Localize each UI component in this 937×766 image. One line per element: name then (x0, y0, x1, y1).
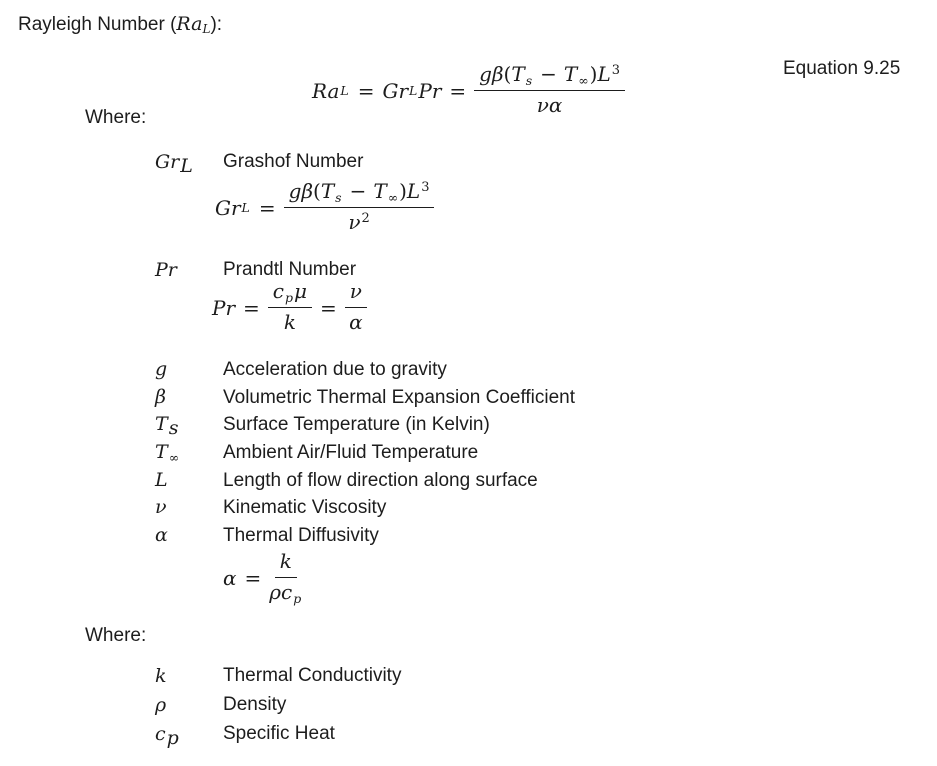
definition-label: Thermal Diffusivity (223, 525, 379, 547)
definition-label: Thermal Conductivity (223, 665, 402, 686)
definition-label: Surface Temperature (in Kelvin) (223, 414, 490, 436)
math-Gr: Gr (155, 151, 180, 173)
minus-sign: − (540, 62, 557, 86)
math-nu: ν (349, 279, 362, 303)
symbol-definition-list-secondary (155, 662, 401, 748)
definition-label: Prandtl Number (223, 259, 357, 280)
math-k: k (283, 310, 296, 334)
grashof-fraction-numerator (284, 180, 435, 208)
math-c-sub: p (293, 591, 302, 606)
math-Ts-sub: s (525, 73, 533, 88)
math-Ts-sub: s (168, 417, 179, 440)
math-Ra: Ra (311, 78, 340, 103)
math-Pr: Pr (212, 295, 236, 320)
definition-kinematic-viscosity (155, 494, 575, 522)
main-fraction-denominator (537, 91, 563, 118)
definition-ambient-temp (155, 439, 575, 467)
math-alpha: α (548, 93, 563, 117)
close-paren: ) (589, 62, 598, 86)
math-c: c (155, 722, 166, 745)
math-nu: ν (536, 93, 549, 117)
open-paren: ( (503, 62, 512, 86)
prandtl-fraction-1 (268, 280, 312, 335)
title-suffix: ): (210, 14, 223, 35)
prandtl-fraction-2-denominator (349, 308, 363, 335)
grashof-fraction-denominator (348, 208, 369, 235)
math-Gr-sub: L (180, 155, 193, 177)
definition-label: Length of flow direction along surface (223, 469, 538, 491)
title-math-subscript: L (202, 22, 211, 36)
symbol-Gr (155, 149, 223, 176)
equals-sign: = (357, 78, 375, 103)
prandtl-equation (212, 280, 367, 335)
symbol-alpha (155, 522, 223, 550)
math-L-cubed: 3 (421, 180, 430, 195)
math-L: L (597, 62, 611, 86)
math-rho: ρ (269, 580, 282, 604)
definition-gravity (155, 356, 575, 384)
math-Ts: T (511, 62, 525, 86)
definition-surface-temp (155, 411, 575, 439)
math-beta: β (155, 385, 166, 408)
prandtl-fraction-2-numerator (345, 280, 367, 308)
symbol-nu (155, 494, 223, 522)
equation-number: Equation 9.25 (783, 58, 901, 79)
minus-sign: − (349, 179, 367, 203)
math-nu-squared: 2 (361, 211, 370, 226)
alpha-fraction (269, 550, 302, 605)
math-Gr: Gr (215, 195, 241, 220)
math-rho: ρ (155, 693, 167, 716)
definition-beta (155, 384, 575, 412)
definition-specific-heat (155, 720, 401, 749)
math-c-sub: p (166, 726, 179, 749)
math-g: g (155, 358, 168, 380)
prandtl-fraction-2 (345, 280, 367, 335)
math-Ts: T (155, 413, 168, 436)
math-mu: μ (294, 279, 308, 303)
math-L: L (406, 179, 421, 203)
alpha-equation (223, 550, 302, 605)
equals-sign: = (258, 195, 276, 220)
math-Tinf-sub: ∞ (578, 73, 589, 88)
definition-density (155, 691, 401, 720)
definition-label: Density (223, 693, 287, 715)
equals-sign: = (244, 565, 262, 590)
rayleigh-equation: Ra L = Gr L Pr = $\frac{g\beta(T_s - T_\infty)L^3}{\nu\alpha}$ (312, 63, 625, 118)
definition-thermal-diffusivity (155, 522, 575, 550)
math-c: c (272, 279, 284, 303)
grashof-equation: Gr L = $\frac{g\beta(T_s - T_\infty)L^3}{\nu^2}$ (215, 180, 434, 235)
math-Ts: T (320, 179, 335, 203)
math-Tinf-sub: ∞ (168, 450, 180, 466)
where-label-2: Where: (85, 625, 147, 646)
main-fraction-numerator (474, 63, 625, 91)
open-paren: ( (313, 179, 321, 203)
equals-sign: = (243, 295, 260, 320)
symbol-g (155, 356, 223, 384)
definition-length (155, 467, 575, 495)
definition-label: Kinematic Viscosity (223, 497, 387, 519)
symbol-beta (155, 384, 223, 412)
math-nu: ν (155, 496, 167, 519)
math-alpha: α (155, 524, 168, 547)
math-alpha: α (349, 310, 363, 334)
math-c: c (281, 580, 293, 604)
symbol-definition-list-primary (155, 356, 575, 550)
alpha-fraction-numerator (275, 550, 297, 578)
math-beta: β (491, 62, 504, 86)
math-alpha: α (223, 565, 237, 590)
math-k: k (155, 665, 167, 687)
math-Gr: Gr (382, 78, 409, 103)
math-L-cubed: 3 (611, 63, 621, 78)
math-nu: ν (348, 210, 361, 234)
symbol-Ts (155, 411, 223, 439)
definition-label: Grashof Number (223, 151, 364, 172)
definition-label: Ambient Air/Fluid Temperature (223, 442, 479, 464)
definition-label: Volumetric Thermal Expansion Coefficient (223, 386, 576, 408)
symbol-k (155, 662, 223, 691)
title-math-symbol: Ra (176, 13, 203, 35)
definition-label: Acceleration due to gravity (223, 359, 447, 380)
math-L: L (155, 468, 168, 491)
close-paren: ) (399, 179, 407, 203)
equals-sign: = (449, 78, 467, 103)
math-Tinf: T (155, 441, 168, 464)
equals-sign: = (320, 295, 337, 320)
definition-label: Specific Heat (223, 722, 335, 744)
math-Tinf-sub: ∞ (387, 190, 399, 205)
main-fraction (474, 63, 625, 118)
math-Pr: Pr (418, 78, 442, 103)
math-k: k (279, 549, 292, 573)
definition-grashof (155, 149, 363, 176)
math-Pr: Pr (155, 259, 177, 281)
symbol-L (155, 467, 223, 495)
math-Tinf: T (373, 179, 387, 203)
alpha-fraction-denominator (269, 578, 302, 605)
math-g: g (479, 62, 492, 86)
math-Ts-sub: s (335, 190, 342, 205)
page-title (18, 12, 222, 37)
math-beta: β (301, 179, 313, 203)
symbol-Tinf (155, 439, 223, 467)
grashof-fraction (284, 180, 435, 235)
math-Tinf: T (563, 62, 578, 86)
where-label-1: Where: (85, 107, 147, 128)
prandtl-fraction-1-numerator (268, 280, 312, 308)
prandtl-fraction-1-denominator (284, 308, 296, 335)
title-text: Rayleigh Number ( (18, 14, 177, 35)
symbol-rho (155, 691, 223, 720)
math-c-sub: p (285, 290, 294, 305)
symbol-cp (155, 720, 223, 749)
math-g: g (288, 179, 302, 203)
definition-thermal-conductivity (155, 662, 401, 691)
